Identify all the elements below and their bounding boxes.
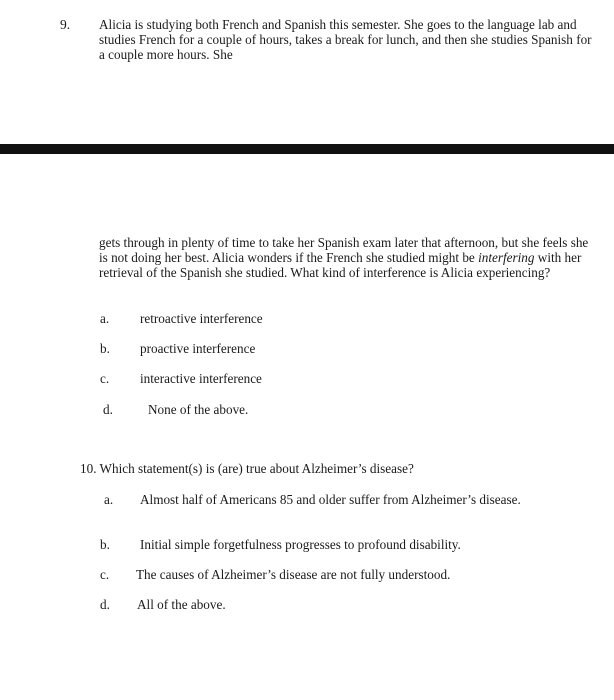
q9-option-b-text: proactive interference [140,341,256,356]
q10-option-c-text: The causes of Alzheimer’s disease are not fully understood. [136,567,451,582]
q9-option-a-letter: a. [100,311,110,326]
question-9-number: 9. [60,17,71,32]
question-9-stem-part2 [99,235,599,280]
q9-option-d-text: None of the above. [148,402,249,417]
q10-option-a-text: Almost half of Americans 85 and older suffer from Alzheimer’s disease. [140,492,521,507]
q10-option-a-letter: a. [104,492,114,507]
q9-option-b-letter: b. [100,341,110,356]
question-9-stem-italic: interfering [478,250,535,265]
q9-option-d-letter: d. [103,402,113,417]
q10-option-d-letter: d. [100,597,110,612]
q10-option-c-letter: c. [100,567,110,582]
q9-option-c-text: interactive interference [140,371,262,386]
q9-option-c-letter: c. [100,371,110,386]
question-10-stem: 10. Which statement(s) is (are) true about Alzheimer’s disease? [80,461,414,476]
q9-option-a-text: retroactive interference [140,311,263,326]
page-break-divider [0,144,614,154]
question-9-stem-text-b: with her retrieval of the Spanish she studied. What kind of interference is Alicia experiencing? [99,250,582,280]
q10-option-d-text: All of the above. [137,597,226,612]
q10-option-b-letter: b. [100,537,110,552]
question-9-stem-text-a: gets through in plenty of time to take her Spanish exam later that afternoon, but she feels she is not doing her best. Alicia wonders if the French she studied might be [99,235,589,265]
q10-option-b-text: Initial simple forgetfulness progresses to profound disability. [140,537,461,552]
question-9-stem-part1: Alicia is studying both French and Spanish this semester. She goes to the language lab and studies French for a couple of hours, takes a break for lunch, and then she studies Spanish for a couple more hours. She [99,17,592,62]
